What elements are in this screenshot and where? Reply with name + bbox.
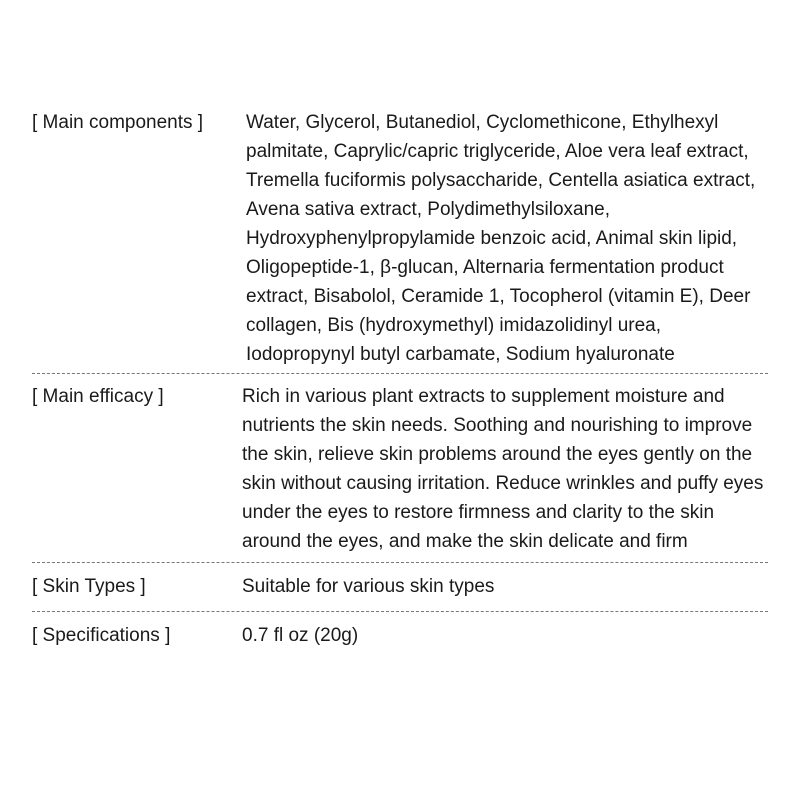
spec-value: Rich in various plant extracts to supplement moisture and nutrients the skin needs. Soothing and nourishing to improve the skin, relieve skin problems around the eyes gently on the skin without causing irritation. Reduce wrinkles and puffy eyes under the eyes to restore firmness and clarity to the skin around the eyes, and make the skin delicate and firm: [242, 386, 764, 552]
spec-row-skin-types: [32, 563, 768, 611]
spec-row-main-efficacy: [32, 374, 768, 562]
spec-value: 0.7 fl oz (20g): [242, 625, 359, 646]
spec-value: Water, Glycerol, Butanediol, Cyclomethicone, Ethylhexyl palmitate, Caprylic/capric triglyceride, Aloe vera leaf extract, Tremella fuciformis polysaccharide, Centella asiatica extract, Avena sativa extract, Polydimethylsiloxane, Hydroxyphenylpropylamide benzoic acid, Animal skin lipid, Oligopeptide-1, β-glucan, Alternaria fermentation product extract, Bisabolol, Ceramide 1, Tocopherol (vitamin E), Deer collagen, Bis (hydroxymethyl) imidazolidinyl urea, Iodopropynyl butyl carbamate, Sodium hyaluronate: [246, 112, 756, 365]
spec-row-specifications: [32, 612, 768, 650]
spec-value: Suitable for various skin types: [242, 576, 495, 597]
spec-label: [ Skin Types ]: [32, 576, 146, 597]
spec-label: [ Specifications ]: [32, 625, 171, 646]
spec-label: [ Main efficacy ]: [32, 386, 164, 407]
spec-row-main-components: [32, 108, 768, 373]
spec-label: [ Main components ]: [32, 112, 204, 133]
spec-sheet: [32, 108, 768, 650]
